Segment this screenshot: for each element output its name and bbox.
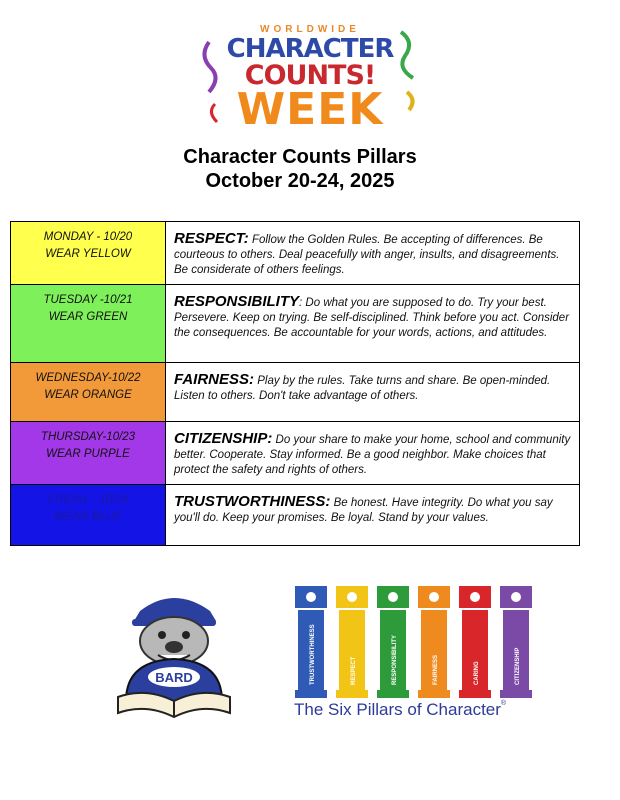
pillar-symbol-icon [306,592,316,602]
mascot-label: BARD [155,670,193,685]
logo-week: WEEK [236,84,384,135]
logo-character: CHARACTER [226,34,394,64]
pillar-label: RESPECT [351,656,357,685]
pillar-text: Be honest. Have integrity. Do what you say you'll do. Keep your promises. Be loyal. Stand by your values. [174,497,553,524]
day-label: MONDAY - 10/20 [43,231,133,243]
page-date: October 20-24, 2025 [205,170,395,192]
pillar-symbol-icon [511,592,521,602]
day-label: WEDNESDAY-10/22 [35,372,141,384]
logo-worldwide: WORLDWIDE [260,24,360,35]
pillar-text: : Do what you are supposed to do. Try your best. Persevere. Keep on trying. Be self-disciplined. Think before you act. Consider the consequences. Be accountable for your words, actions, and attitudes. [174,297,570,339]
day-cell [11,422,166,485]
character-counts-week-logo [195,22,425,142]
pillar-name: RESPONSIBILITY [174,293,300,310]
pillar-name: FAIRNESS: [174,371,255,388]
pillar-text: Follow the Golden Rules. Be accepting of differences. Be courteous to others. Deal peacefully with anger, insults, and disagreements. Be considerate of others feelings. [174,234,560,276]
wear-label: WEAR ORANGE [44,389,132,401]
page-title: Character Counts Pillars [183,146,417,168]
pillar-text: Play by the rules. Take turns and share. Be open-minded. Listen to others. Don't take advantage of others. [174,375,551,402]
table-row [11,422,580,485]
pillar-label: TRUSTWORTHINESS [310,624,316,685]
pillar-description-cell [166,363,580,422]
logo-counts: COUNTS! [244,60,376,91]
pillar-symbol-icon [470,592,480,602]
wear-label: WEAR GREEN [48,311,128,323]
pillar-name: RESPECT: [174,230,249,247]
pillar-citizenship [500,586,532,698]
pillar-symbol-icon [347,592,357,602]
pillar-label: FAIRNESS [433,654,439,685]
pillar-description-cell [166,422,580,485]
registered-mark: ® [500,700,507,707]
day-cell [11,485,166,546]
day-cell [11,363,166,422]
pillar-symbol-icon [388,592,398,602]
pillar-respect [336,586,368,698]
pillar-label: CITIZENSHIP [515,647,521,685]
bulldog-mascot-icon [112,583,237,723]
day-label: TUESDAY -10/21 [43,294,133,306]
pillar-description-cell [166,485,580,546]
pillar-trustworthiness [295,586,327,698]
pillar-label: CARING [474,661,480,685]
pillar-caring [459,586,491,698]
wear-label: WEAR BLUE [54,511,122,523]
wear-label: WEAR YELLOW [45,248,131,260]
six-pillars-caption-text: The Six Pillars of Character [294,700,501,719]
day-cell [11,285,166,363]
pillar-responsibility [377,586,409,698]
pillar-name: TRUSTWORTHINESS: [174,493,331,510]
day-cell [11,222,166,285]
table-row [11,222,580,285]
pillar-description-cell [166,222,580,285]
pillar-fairness [418,586,450,698]
pillars-schedule-table [10,221,580,546]
wear-label: WEAR PURPLE [46,448,130,460]
day-label: FRIDAY - 10/24 [47,494,129,506]
pillar-text: Do your share to make your home, school and community better. Cooperate. Stay informed. Be a good neighbor. Make choices that protect the safety and rights of others. [174,434,571,476]
pillar-name: CITIZENSHIP: [174,430,273,447]
pillar-symbol-icon [429,592,439,602]
table-row [11,285,580,363]
pillar-label: RESPONSIBILITY [392,634,398,685]
day-label: THURSDAY-10/23 [40,431,136,443]
table-row [11,363,580,422]
six-pillars-caption [294,700,506,720]
pillar-description-cell [166,285,580,363]
table-row [11,485,580,546]
